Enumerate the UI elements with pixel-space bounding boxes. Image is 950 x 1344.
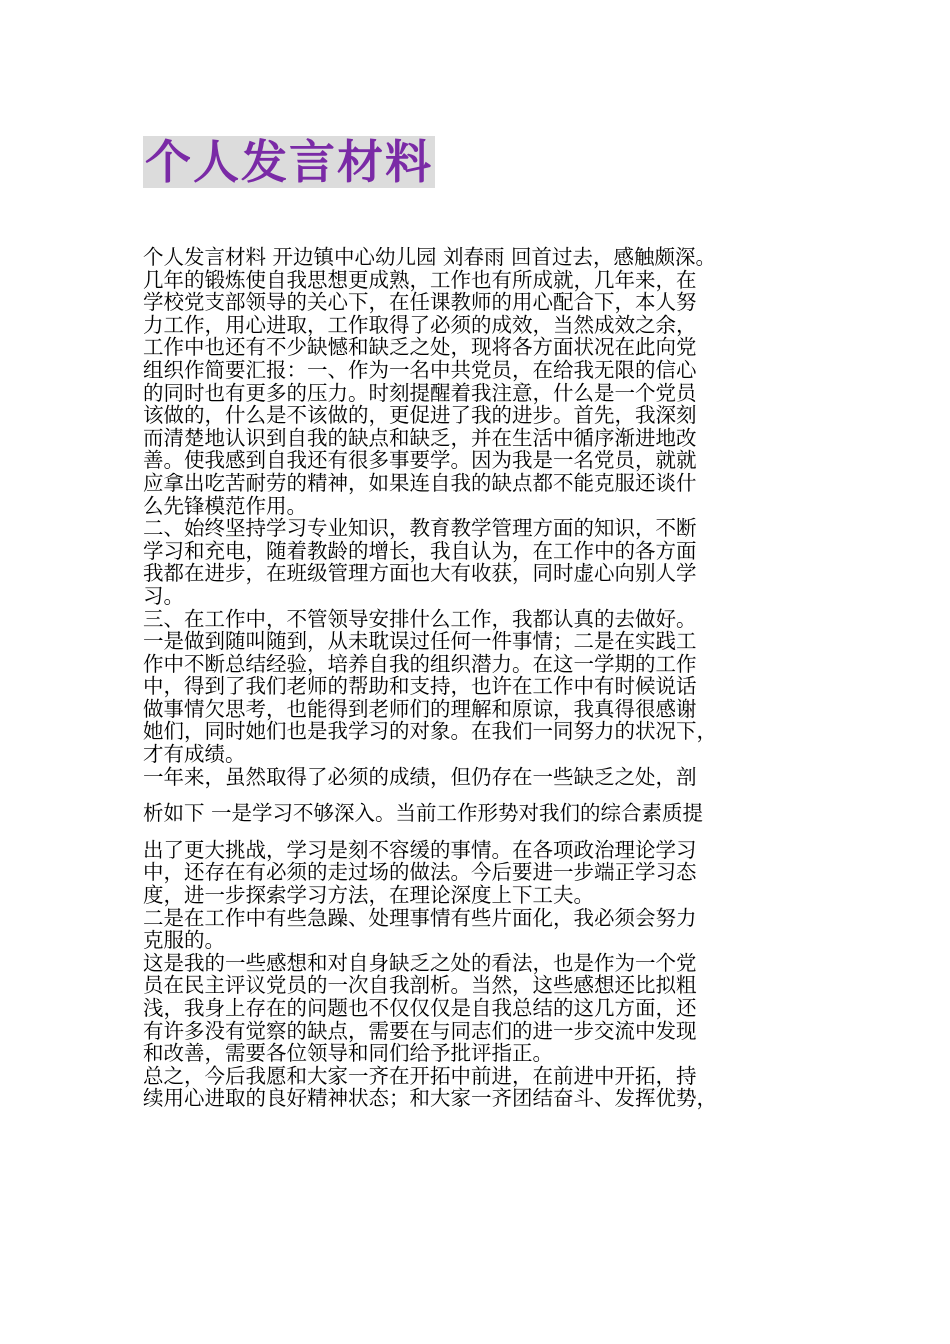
body-line: 员在民主评议党员的一次自我剖析。当然，这些感想还比拟粗 — [143, 973, 697, 998]
body-line: 应拿出吃苦耐劳的精神，如果连自我的缺点都不能克服还谈什 — [143, 470, 697, 495]
body-line: 作中不断总结经验，培养自我的组织潜力。在这一学期的工作 — [143, 651, 697, 676]
body-line: 我都在进步，在班级管理方面也大有收获，同时虚心向别人学 — [143, 561, 697, 586]
body-line: 总之，今后我愿和大家一齐在开拓中前进，在前进中开拓，持 — [143, 1063, 697, 1088]
body-line: 中，还存在有必须的走过场的做法。今后要进一步端正学习态 — [143, 860, 697, 885]
body-line: 一年来，虽然取得了必须的成绩，但仍存在一些缺乏之处，剖 — [143, 764, 697, 789]
body-line: 二、始终坚持学习专业知识，教育教学管理方面的知识，不断 — [143, 516, 697, 541]
body-line: 工作中也还有不少缺憾和缺乏之处，现将各方面状况在此向党 — [143, 335, 697, 360]
body-line: 这是我的一些感想和对自身缺乏之处的看法，也是作为一个党 — [143, 950, 697, 975]
body-line: 几年的锻炼使自我思想更成熟，工作也有所成就，几年来，在 — [143, 267, 697, 292]
body-line: 析如下 一是学习不够深入。当前工作形势对我们的综合素质提 — [143, 801, 704, 826]
body-line: 一是做到随叫随到，从未耽误过任何一件事情；二是在实践工 — [143, 629, 697, 654]
body-line: 力工作，用心进取，工作取得了必须的成效，当然成效之余， — [143, 312, 697, 337]
body-line: 克服的。 — [143, 928, 225, 953]
body-line: 二是在工作中有些急躁、处理事情有些片面化，我必须会努力 — [143, 905, 697, 930]
body-line: 个人发言材料 开边镇中心幼儿园 刘春雨 回首过去，感触颇深。 — [143, 245, 717, 269]
body-line: 的同时也有更多的压力。时刻提醒着我注意，什么是一个党员 — [143, 380, 697, 405]
body-line: 该做的，什么是不该做的，更促进了我的进步。首先，我深刻 — [143, 403, 697, 428]
body-line: 中，得到了我们老师的帮助和支持，也许在工作中有时候说话 — [143, 674, 697, 699]
body-line: 度，进一步探索学习方法，在理论深度上下工夫。 — [143, 883, 594, 908]
body-line: 学校党支部领导的关心下，在任课教师的用心配合下，本人努 — [143, 290, 697, 315]
body-line: 善。使我感到自我还有很多事要学。因为我是一名党员，就就 — [143, 448, 697, 473]
body-line: 而清楚地认识到自我的缺点和缺乏，并在生活中循序渐进地改 — [143, 425, 697, 450]
body-line: 做事情欠思考，也能得到老师们的理解和原谅，我真得很感谢 — [143, 696, 697, 721]
body-line: 习。 — [143, 583, 184, 608]
body-line: 有许多没有觉察的缺点，需要在与同志们的进一步交流中发现 — [143, 1018, 697, 1043]
body-line: 学习和充电，随着教龄的增长，我自认为，在工作中的各方面 — [143, 538, 697, 563]
body-line: 和改善，需要各位领导和同们给予批评指正。 — [143, 1041, 553, 1066]
body-line: 浅，我身上存在的问题也不仅仅仅是自我总结的这几方面，还 — [143, 996, 697, 1020]
body-line: 么先锋模范作用。 — [143, 493, 307, 518]
body-line: 才有成绩。 — [143, 742, 246, 767]
body-line: 三、在工作中，不管领导安排什么工作，我都认真的去做好。 — [143, 606, 697, 631]
body-line: 组织作简要汇报：一、作为一名中共党员，在给我无限的信心 — [143, 357, 697, 382]
document-body — [143, 246, 833, 1110]
body-line: 续用心进取的良好精神状态；和大家一齐团结奋斗、发挥优势， — [143, 1086, 717, 1111]
body-line: 她们，同时她们也是我学习的对象。在我们一同努力的状况下， — [143, 719, 717, 744]
document-title: 个人发言材料 — [145, 135, 433, 189]
body-line: 出了更大挑战，学习是刻不容缓的事情。在各项政治理论学习 — [143, 837, 697, 862]
